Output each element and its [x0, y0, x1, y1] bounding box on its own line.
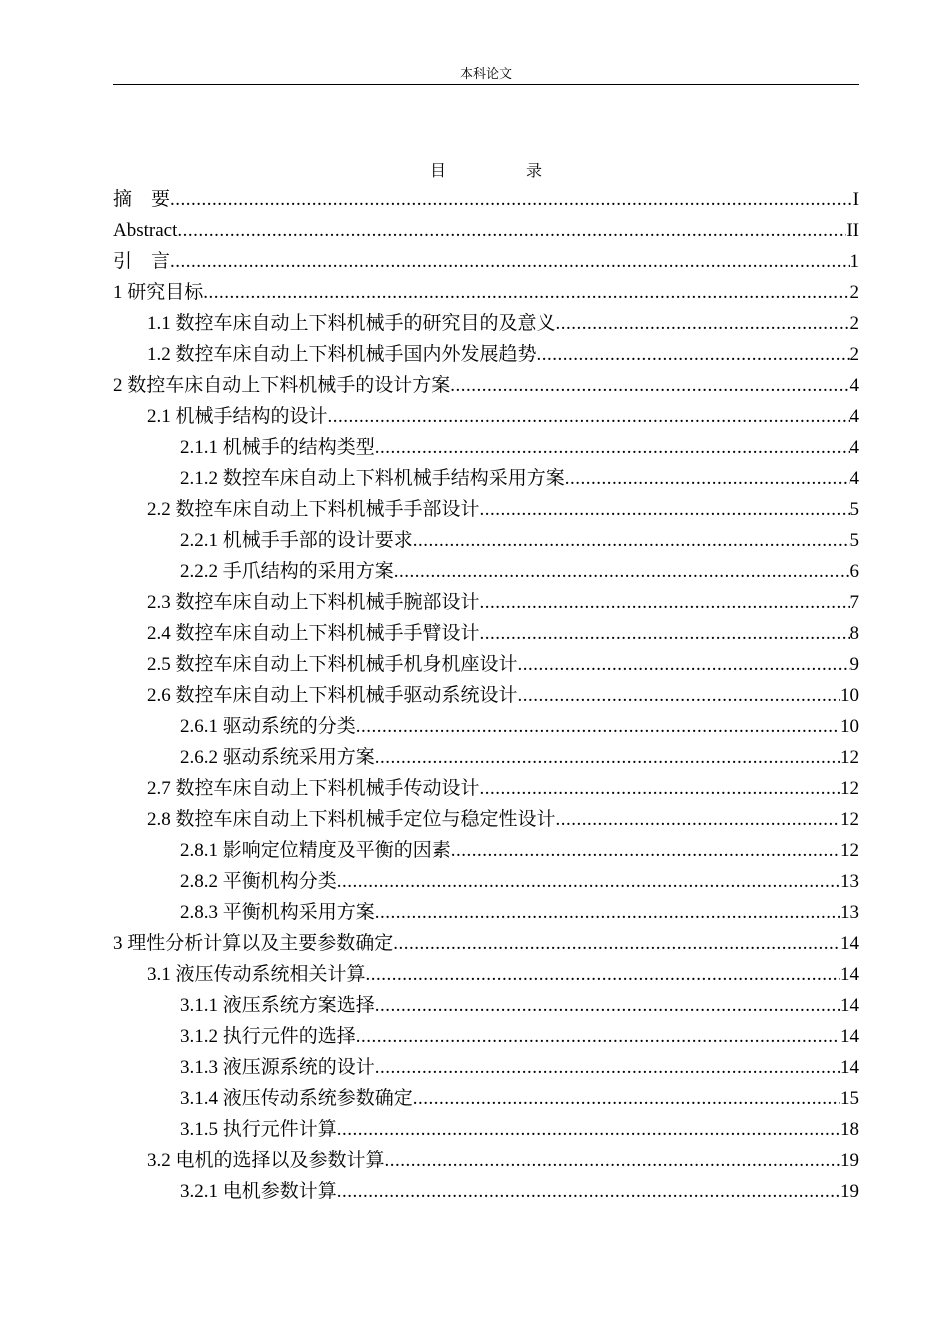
toc-entry-page-number: 1	[849, 251, 859, 272]
toc-entry-label: 引 言	[113, 251, 171, 272]
toc-leader-dots	[518, 649, 850, 680]
toc-entry[interactable]	[113, 463, 859, 494]
toc-leader-dots	[394, 556, 850, 587]
toc-entry[interactable]	[113, 401, 859, 432]
toc-leader-dots	[413, 1083, 840, 1114]
header-rule	[113, 84, 859, 85]
toc-entry-page-number: 6	[849, 561, 859, 582]
toc-leader-dots	[480, 494, 850, 525]
toc-entry[interactable]	[113, 804, 859, 835]
toc-leader-dots	[375, 742, 840, 773]
toc-leader-dots	[556, 308, 850, 339]
toc-leader-dots	[565, 463, 850, 494]
toc-entry-page-number: 4	[849, 375, 859, 396]
toc-leader-dots	[385, 1145, 840, 1176]
toc-entry-page-number: 12	[840, 809, 859, 830]
toc-entry[interactable]	[113, 866, 859, 897]
toc-entry[interactable]	[113, 773, 859, 804]
toc-entry-label: 3.1.4 液压传动系统参数确定	[180, 1088, 413, 1109]
toc-entry-page-number: 5	[849, 530, 859, 551]
page-header: 本科论文	[459, 66, 512, 81]
toc-leader-dots	[328, 401, 850, 432]
toc-entry[interactable]	[113, 370, 859, 401]
toc-entry-page-number: 10	[840, 716, 859, 737]
toc-entry-page-number: 14	[840, 1057, 859, 1078]
toc-leader-dots	[356, 711, 840, 742]
toc-entry-page-number: 12	[840, 747, 859, 768]
toc-leader-dots	[393, 928, 840, 959]
toc-entry-label: 2.6.1 驱动系统的分类	[180, 716, 356, 737]
toc-entry-page-number: 8	[849, 623, 859, 644]
toc-entry-page-number: 12	[840, 778, 859, 799]
toc-entry-page-number: 10	[840, 685, 859, 706]
toc-entry-label: 2.2 数控车床自动上下料机械手手部设计	[147, 499, 480, 520]
toc-entry-label: 1.2 数控车床自动上下料机械手国内外发展趋势	[147, 344, 537, 365]
toc-entry-label: 2.1 机械手结构的设计	[147, 406, 328, 427]
toc-entry-label: 3 理性分析计算以及主要参数确定	[113, 933, 394, 954]
toc-entry-page-number: I	[852, 189, 859, 210]
toc-entry-page-number: 12	[840, 840, 859, 861]
toc-entry[interactable]	[113, 1176, 859, 1207]
toc-entry-page-number: 18	[840, 1119, 859, 1140]
toc-entry[interactable]	[113, 618, 859, 649]
toc-entry-page-number: 19	[840, 1181, 859, 1202]
toc-entry-page-number: 2	[849, 313, 859, 334]
toc-entry[interactable]	[113, 339, 859, 370]
toc-entry-label: 2.8.1 影响定位精度及平衡的因素	[180, 840, 451, 861]
toc-entry[interactable]	[113, 990, 859, 1021]
toc-entry-label: 摘 要	[113, 189, 171, 210]
toc-entry-label: 2.6 数控车床自动上下料机械手驱动系统设计	[147, 685, 518, 706]
table-of-contents	[113, 184, 859, 1207]
toc-entry-label: 3.1.2 执行元件的选择	[180, 1026, 356, 1047]
toc-entry-label: 3.1 液压传动系统相关计算	[147, 964, 366, 985]
toc-entry-label: 3.2.1 电机参数计算	[180, 1181, 337, 1202]
toc-entry-label: 2.6.2 驱动系统采用方案	[180, 747, 375, 768]
toc-entry-page-number: 15	[840, 1088, 859, 1109]
toc-entry[interactable]	[113, 525, 859, 556]
toc-entry[interactable]	[113, 959, 859, 990]
toc-entry[interactable]	[113, 897, 859, 928]
toc-leader-dots	[337, 1176, 840, 1207]
toc-entry-page-number: 14	[840, 933, 859, 954]
toc-entry-label: 3.1.3 液压源系统的设计	[180, 1057, 375, 1078]
toc-leader-dots	[356, 1021, 840, 1052]
toc-entry-label: 3.1.5 执行元件计算	[180, 1119, 337, 1140]
toc-leader-dots	[537, 339, 850, 370]
toc-entry[interactable]	[113, 556, 859, 587]
toc-entry-page-number: 19	[840, 1150, 859, 1171]
toc-entry[interactable]	[113, 277, 859, 308]
toc-entry[interactable]	[113, 928, 859, 959]
toc-entry[interactable]	[113, 1021, 859, 1052]
toc-entry-label: 1.1 数控车床自动上下料机械手的研究目的及意义	[147, 313, 556, 334]
toc-entry-label: 2 数控车床自动上下料机械手的设计方案	[113, 375, 451, 396]
toc-leader-dots	[480, 618, 850, 649]
toc-title: 目 录	[429, 163, 574, 180]
toc-entry-label: 2.8.2 平衡机构分类	[180, 871, 337, 892]
toc-leader-dots	[556, 804, 840, 835]
toc-entry-label: 2.1.2 数控车床自动上下料机械手结构采用方案	[180, 468, 565, 489]
toc-entry-label: 1 研究目标	[113, 282, 204, 303]
toc-entry[interactable]	[113, 1114, 859, 1145]
toc-leader-dots	[480, 587, 850, 618]
toc-entry[interactable]	[113, 215, 859, 246]
toc-entry-page-number: 13	[840, 902, 859, 923]
toc-entry-label: 2.5 数控车床自动上下料机械手机身机座设计	[147, 654, 518, 675]
toc-entry-label: Abstract	[113, 220, 178, 241]
toc-entry-page-number: 14	[840, 995, 859, 1016]
toc-entry-page-number: II	[846, 220, 859, 241]
toc-entry-label: 2.2.1 机械手手部的设计要求	[180, 530, 413, 551]
toc-leader-dots	[375, 432, 850, 463]
toc-entry[interactable]	[113, 1145, 859, 1176]
toc-leader-dots	[375, 897, 840, 928]
toc-entry[interactable]	[113, 1083, 859, 1114]
toc-entry[interactable]	[113, 835, 859, 866]
toc-leader-dots	[366, 959, 840, 990]
toc-entry[interactable]	[113, 308, 859, 339]
toc-entry-label: 2.2.2 手爪结构的采用方案	[180, 561, 394, 582]
toc-leader-dots	[170, 184, 853, 215]
toc-entry-page-number: 14	[840, 1026, 859, 1047]
toc-leader-dots	[480, 773, 840, 804]
toc-entry[interactable]	[113, 742, 859, 773]
toc-leader-dots	[337, 866, 840, 897]
toc-entry-label: 2.7 数控车床自动上下料机械手传动设计	[147, 778, 480, 799]
toc-leader-dots	[375, 1052, 840, 1083]
toc-entry-label: 2.3 数控车床自动上下料机械手腕部设计	[147, 592, 480, 613]
toc-entry[interactable]	[113, 494, 859, 525]
toc-leader-dots	[451, 835, 840, 866]
toc-leader-dots	[170, 246, 849, 277]
toc-leader-dots	[413, 525, 850, 556]
toc-leader-dots	[203, 277, 849, 308]
toc-entry-label: 3.2 电机的选择以及参数计算	[147, 1150, 385, 1171]
toc-entry-label: 3.1.1 液压系统方案选择	[180, 995, 375, 1016]
toc-entry[interactable]	[113, 680, 859, 711]
toc-entry-page-number: 4	[849, 437, 859, 458]
toc-leader-dots	[337, 1114, 840, 1145]
toc-entry[interactable]	[113, 246, 859, 277]
toc-entry-page-number: 4	[849, 406, 859, 427]
toc-leader-dots	[518, 680, 840, 711]
toc-entry[interactable]	[113, 587, 859, 618]
toc-entry[interactable]	[113, 649, 859, 680]
toc-entry-label: 2.8 数控车床自动上下料机械手定位与稳定性设计	[147, 809, 556, 830]
toc-entry-page-number: 13	[840, 871, 859, 892]
toc-entry-page-number: 4	[849, 468, 859, 489]
toc-entry-page-number: 2	[849, 344, 859, 365]
toc-leader-dots	[375, 990, 840, 1021]
toc-entry[interactable]	[113, 184, 859, 215]
toc-entry-page-number: 5	[849, 499, 859, 520]
toc-entry[interactable]	[113, 1052, 859, 1083]
toc-entry-label: 2.8.3 平衡机构采用方案	[180, 902, 375, 923]
toc-leader-dots	[450, 370, 849, 401]
toc-entry-page-number: 7	[849, 592, 859, 613]
toc-entry[interactable]	[113, 711, 859, 742]
toc-entry-page-number: 2	[849, 282, 859, 303]
toc-entry[interactable]	[113, 432, 859, 463]
toc-leader-dots	[177, 215, 846, 246]
toc-entry-label: 2.4 数控车床自动上下料机械手手臂设计	[147, 623, 480, 644]
toc-entry-page-number: 14	[840, 964, 859, 985]
toc-entry-label: 2.1.1 机械手的结构类型	[180, 437, 375, 458]
toc-entry-page-number: 9	[849, 654, 859, 675]
